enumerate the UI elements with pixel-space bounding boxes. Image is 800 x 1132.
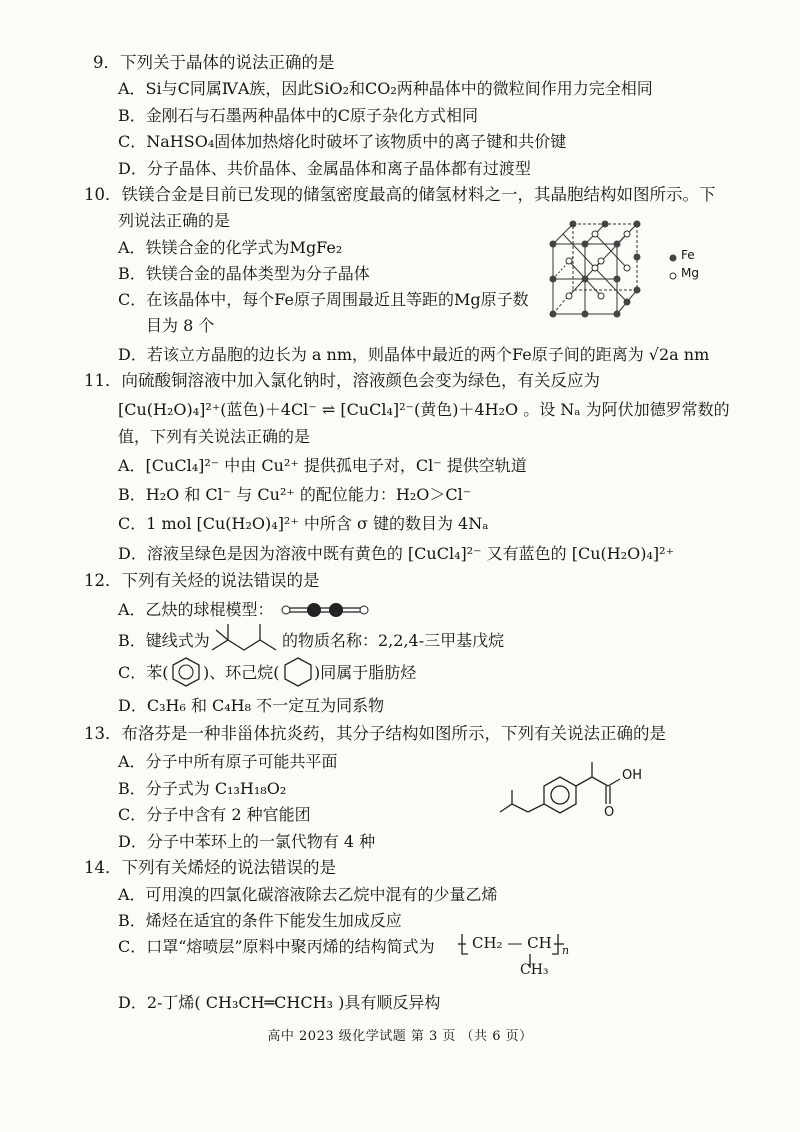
q10-option-a: A．铁镁合金的化学式为MgFe₂ [118,238,343,257]
q12-option-c-suffix: )同属于脂肪烃 [314,663,417,682]
polymer-degree-n: n [562,944,570,957]
q12-option-c-middle: )、环己烷( [203,663,280,682]
ibuprofen-o-label: O [604,805,615,820]
q9-option-c: C．NaHSO₄固体加热熔化时破坏了该物质中的离子键和共价键 [118,132,567,151]
ibuprofen-oh-label: OH [622,768,643,783]
q14-stem: 14．下列有关烯烃的说法错误的是 [84,858,336,877]
acetylene-ball-stick-model [280,600,370,620]
q9-option-d: D．分子晶体、共价晶体、金属晶体和离子晶体都有过渡型 [118,159,531,178]
q9-stem: 9．下列关于晶体的说法正确的是 [93,53,335,72]
q11-stem-line2: [Cu(H₂O)₄]²⁺(蓝色)＋4Cl⁻ ⇌ [CuCl₄]²⁻(黄色)＋4H₂O 。设 Nₐ 为阿伏加德罗常数的 [118,400,730,419]
q11-option-b: B．H₂O 和 Cl⁻ 与 Cu²⁺ 的配位能力：H₂O＞Cl⁻ [118,485,472,504]
q14-option-d: D．2-丁烯( CH₃CH═CHCH₃ )具有顺反异构 [118,993,441,1012]
q11-option-a: A．[CuCl₄]²⁻ 中由 Cu²⁺ 提供孤电子对，Cl⁻ 提供空轨道 [118,456,527,475]
q13-option-d: D．分子中苯环上的一氯代物有 4 种 [118,832,376,851]
q12-option-c-prefix: C．苯( [118,663,169,682]
benzene-structure [170,656,202,688]
q10-option-d: D．若该立方晶胞的边长为 a nm，则晶体中最近的两个Fe原子间的距离为 √2a nm [118,345,710,364]
q11-option-c: C．1 mol [Cu(H₂O)₄]²⁺ 中所含 σ 键的数目为 4Nₐ [118,514,489,533]
q12-option-d: D．C₃H₆ 和 C₄H₈ 不一定互为同系物 [118,696,385,715]
q13-option-a: A．分子中所有原子可能共平面 [118,752,338,771]
q11-stem-line1: 11．向硫酸铜溶液中加入氯化钠时，溶液颜色会变为绿色，有关反应为 [84,371,600,390]
q14-option-c-prefix: C．口罩“熔喷层”原料中聚丙烯的结构简式为 [118,937,435,956]
q10-option-c-line1: C．在该晶体中，每个Fe原子周围最近且等距的Mg原子数 [118,290,529,309]
q12-option-b-prefix: B．键线式为 [118,631,210,650]
q14-option-a: A．可用溴的四氯化碳溶液除去乙烷中混有的少量乙烯 [118,885,498,904]
q11-stem-line3: 值，下列有关说法正确的是 [118,427,311,446]
crystal-cell-diagram [545,218,645,328]
legend-mg-label: Mg [681,266,699,280]
q13-option-b: B．分子式为 C₁₃H₁₈O₂ [118,779,287,798]
q12-option-b-suffix: 的物质名称：2,2,4-三甲基戊烷 [282,631,505,650]
legend-fe-dot [668,253,678,263]
polypropylene-methyl: CH₃ [520,962,549,978]
q10-stem-line2: 列说法正确的是 [118,211,231,230]
q10-option-b: B．铁镁合金的晶体类型为分子晶体 [118,264,370,283]
q12-stem: 12．下列有关烃的说法错误的是 [84,571,320,590]
q10-option-c-line2: 目为 8 个 [146,316,215,335]
q9-option-b: B．金刚石与石墨两种晶体中的C原子杂化方式相同 [118,106,479,125]
skeletal-formula-trimethylpentane [210,620,280,656]
q13-option-c: C．分子中含有 2 种官能团 [118,805,311,824]
q9-option-a: A．Si与C同属ⅣA族，因此SiO₂和CO₂两种晶体中的微粒间作用力完全相同 [118,79,653,98]
q13-stem: 13．布洛芬是一种非甾体抗炎药，其分子结构如图所示，下列有关说法正确的是 [84,724,666,743]
legend-mg-dot [668,271,678,281]
q10-stem-line1: 10．铁镁合金是目前已发现的储氢密度最高的储氢材料之一，其晶胞结构如图所示。下 [84,185,716,204]
q14-option-b: B．烯烃在适宜的条件下能发生加成反应 [118,911,402,930]
q12-option-a: A．乙炔的球棍模型： [118,600,274,619]
cyclohexane-structure [282,656,314,688]
q11-option-d: D．溶液呈绿色是因为溶液中既有黄色的 [CuCl₄]²⁻ 又有蓝色的 [Cu(H₂O)₄]²⁺ [118,544,675,563]
legend-fe-label: Fe [681,248,695,262]
polypropylene-repeat-unit: CH₂ — CH [472,934,552,952]
page-footer: 高中 2023 级化学试题 第 3 页 （共 6 页） [267,1029,533,1044]
